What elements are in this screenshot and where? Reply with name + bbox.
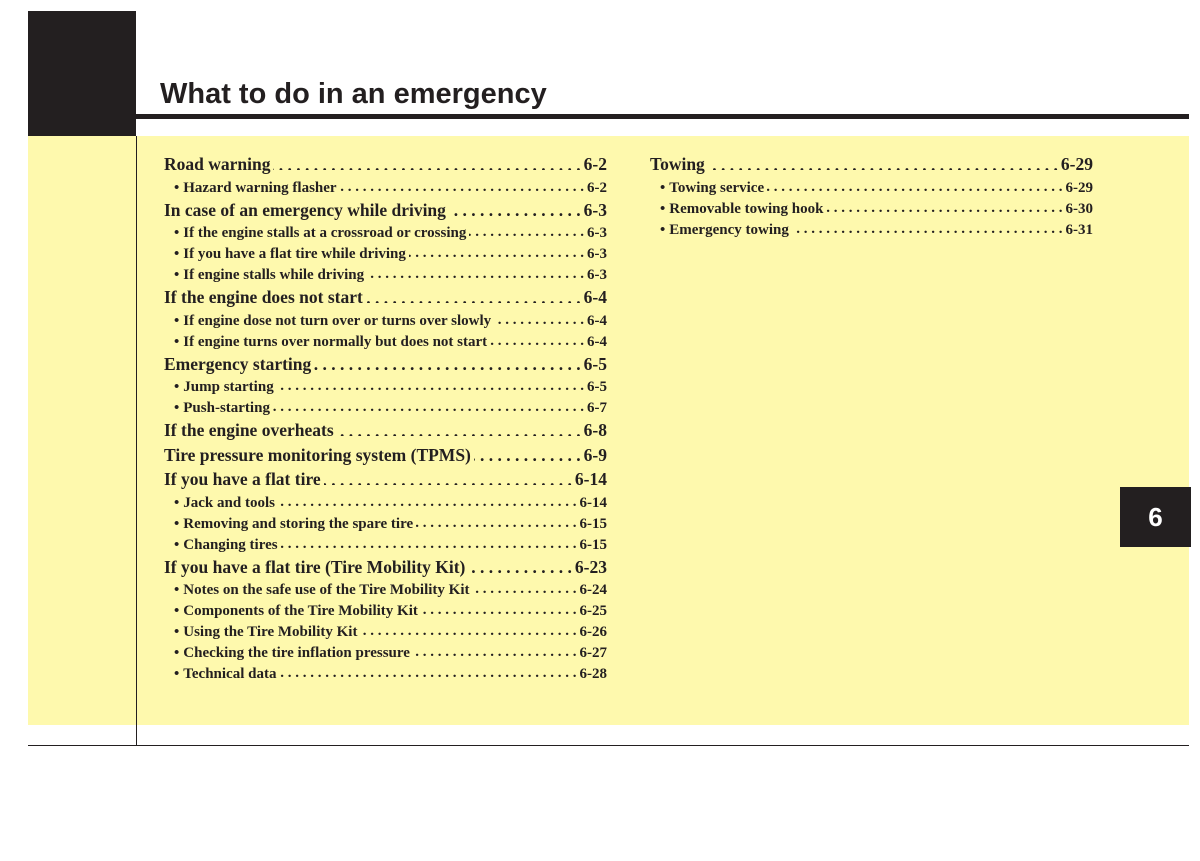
toc-subentry[interactable]: [164, 310, 607, 331]
bullet-icon: •: [174, 645, 180, 661]
toc-entry-page: 6-3: [587, 225, 607, 241]
bullet-icon: •: [174, 333, 180, 350]
toc-entry-page: 6-26: [579, 624, 607, 640]
toc-entry-label: If the engine stalls at a crossroad or crossing: [183, 225, 467, 241]
bullet-icon: •: [174, 179, 180, 196]
dot-leader: [409, 243, 584, 258]
toc-entry-label: If you have a flat tire while driving: [183, 246, 406, 262]
dot-leader: [469, 222, 584, 237]
bullet-icon: •: [174, 267, 180, 283]
toc-subentry[interactable]: [164, 264, 607, 285]
toc-entry-page: 6-30: [1065, 200, 1093, 217]
dot-leader: [367, 264, 584, 279]
toc-entry-label: If engine turns over normally but does not start: [183, 333, 488, 350]
dot-leader: [360, 621, 576, 636]
dot-leader: [278, 492, 577, 507]
toc-entry[interactable]: [164, 198, 607, 223]
bullet-icon: •: [174, 603, 180, 619]
bullet-icon: •: [174, 379, 180, 395]
dot-leader: [277, 376, 584, 391]
dot-leader: [449, 198, 581, 216]
toc-entry[interactable]: [164, 152, 607, 177]
toc-entry-page: 6-15: [579, 536, 607, 553]
toc-entry-page: 6-4: [583, 287, 607, 307]
bullet-icon: •: [174, 312, 180, 329]
toc-column-left: [164, 152, 607, 684]
toc-subentry[interactable]: [164, 642, 607, 663]
toc-subentry[interactable]: [164, 492, 607, 513]
toc-entry-page: 6-7: [587, 400, 607, 416]
toc-entry-page: 6-4: [587, 333, 607, 350]
toc-subentry[interactable]: [164, 397, 607, 418]
toc-entry-label: If the engine does not start: [164, 287, 363, 307]
dot-leader: [494, 310, 584, 325]
toc-entry-page: 6-3: [583, 199, 607, 220]
dot-leader: [708, 153, 1058, 171]
toc-entry-page: 6-5: [587, 379, 607, 395]
toc-entry-label: Using the Tire Mobility Kit: [183, 624, 358, 640]
dot-leader: [281, 534, 577, 549]
toc-entry-page: 6-4: [587, 312, 607, 329]
bullet-icon: •: [174, 225, 180, 241]
dot-leader: [473, 579, 577, 594]
toc-entry-label: Technical data: [183, 666, 277, 682]
toc-entry-page: 6-25: [579, 603, 607, 619]
bullet-icon: •: [174, 494, 180, 511]
toc-subentry[interactable]: [164, 243, 607, 264]
dot-leader: [340, 177, 584, 192]
toc-entry-page: 6-31: [1065, 221, 1093, 238]
bullet-icon: •: [174, 400, 180, 416]
toc-subentry[interactable]: [164, 177, 607, 198]
toc-entry-label: Emergency towing: [669, 221, 789, 238]
toc-entry-page: 6-15: [579, 515, 607, 532]
toc-entry-page: 6-3: [587, 246, 607, 262]
dot-leader: [474, 443, 581, 461]
dot-leader: [279, 663, 576, 678]
dot-leader: [421, 600, 577, 615]
page-title: What to do in an emergency: [160, 78, 547, 110]
toc-column-right: [650, 152, 1093, 240]
toc-entry-page: 6-24: [579, 582, 607, 598]
bullet-icon: •: [174, 246, 180, 262]
toc-subentry[interactable]: [650, 198, 1093, 219]
toc-entry-label: If you have a flat tire: [164, 469, 321, 489]
chapter-header-block: [28, 11, 136, 136]
toc-subentry[interactable]: [164, 600, 607, 621]
toc-entry-page: 6-28: [579, 666, 607, 682]
dot-leader: [413, 642, 577, 657]
toc-entry-page: 6-3: [587, 267, 607, 283]
bullet-icon: •: [660, 221, 666, 238]
toc-entry-page: 6-29: [1060, 154, 1093, 174]
dot-leader: [490, 331, 584, 346]
toc-entry[interactable]: [164, 467, 607, 492]
toc-entry-label: Push-starting: [183, 400, 270, 416]
dot-leader: [792, 219, 1063, 234]
bullet-icon: •: [174, 536, 180, 553]
toc-entry[interactable]: [650, 152, 1093, 177]
toc-subentry[interactable]: [164, 331, 607, 352]
toc-subentry[interactable]: [164, 222, 607, 243]
toc-entry-label: Notes on the safe use of the Tire Mobility Kit: [183, 582, 470, 598]
toc-entry-label: Removable towing hook: [669, 200, 824, 217]
toc-subentry[interactable]: [164, 621, 607, 642]
bottom-divider: [28, 745, 1189, 746]
bullet-icon: •: [660, 179, 666, 196]
toc-subentry[interactable]: [650, 219, 1093, 240]
vertical-divider: [136, 136, 137, 746]
toc-entry-label: Components of the Tire Mobility Kit: [183, 603, 418, 619]
toc-subentry[interactable]: [650, 177, 1093, 198]
toc-subentry[interactable]: [164, 513, 607, 534]
toc-entry-page: 6-8: [583, 420, 607, 440]
toc-entry-label: Changing tires: [183, 536, 278, 553]
toc-entry-page: 6-5: [583, 353, 607, 374]
toc-entry-page: 6-14: [579, 494, 607, 511]
toc-entry-label: Towing service: [669, 179, 765, 196]
toc-subentry[interactable]: [164, 663, 607, 684]
toc-entry-label: In case of an emergency while driving: [164, 199, 446, 220]
dot-leader: [337, 419, 581, 437]
title-underline: [136, 114, 1189, 119]
toc-entry-label: Removing and storing the spare tire: [183, 515, 414, 532]
dot-leader: [468, 555, 572, 573]
toc-entry-label: If engine dose not turn over or turns over slowly: [183, 312, 492, 329]
toc-entry[interactable]: [164, 555, 607, 580]
toc-entry-page: 6-27: [579, 645, 607, 661]
chapter-tab[interactable]: 6: [1120, 487, 1191, 547]
bullet-icon: •: [660, 200, 666, 217]
dot-leader: [826, 198, 1062, 213]
dot-leader: [366, 286, 581, 304]
toc-entry-label: If engine stalls while driving: [183, 267, 365, 283]
toc-entry-page: 6-2: [583, 154, 607, 174]
dot-leader: [416, 513, 576, 528]
toc-subentry[interactable]: [164, 376, 607, 397]
toc-entry-page: 6-14: [574, 469, 607, 489]
toc-entry[interactable]: [164, 443, 607, 468]
dot-leader: [324, 468, 572, 486]
bullet-icon: •: [174, 582, 180, 598]
bullet-icon: •: [174, 624, 180, 640]
toc-entry[interactable]: [164, 285, 607, 310]
toc-entry-page: 6-9: [583, 444, 607, 465]
toc-entry-label: Jump starting: [183, 379, 274, 395]
toc-entry-label: Emergency starting: [164, 353, 312, 374]
bullet-icon: •: [174, 515, 180, 532]
toc-entry-label: Hazard warning flasher: [183, 179, 337, 196]
toc-entry-label: If you have a flat tire (Tire Mobility Kit): [164, 556, 466, 577]
toc-entry[interactable]: [164, 352, 607, 377]
toc-entry-label: Road warning: [164, 154, 271, 174]
toc-entry-label: Jack and tools: [183, 494, 275, 511]
bullet-icon: •: [174, 666, 180, 682]
toc-subentry[interactable]: [164, 579, 607, 600]
toc-entry-label: Tire pressure monitoring system (TPMS): [164, 444, 471, 465]
dot-leader: [314, 352, 580, 370]
toc-entry-label: If the engine overheats: [164, 420, 334, 440]
dot-leader: [273, 153, 580, 171]
toc-entry-page: 6-29: [1065, 179, 1093, 196]
dot-leader: [767, 177, 1062, 192]
toc-entry-label: Checking the tire inflation pressure: [183, 645, 410, 661]
toc-entry-page: 6-2: [587, 179, 607, 196]
dot-leader: [273, 397, 584, 412]
toc-entry-page: 6-23: [574, 556, 607, 577]
toc-subentry[interactable]: [164, 534, 607, 555]
toc-entry[interactable]: [164, 418, 607, 443]
toc-entry-label: Towing: [650, 154, 705, 174]
